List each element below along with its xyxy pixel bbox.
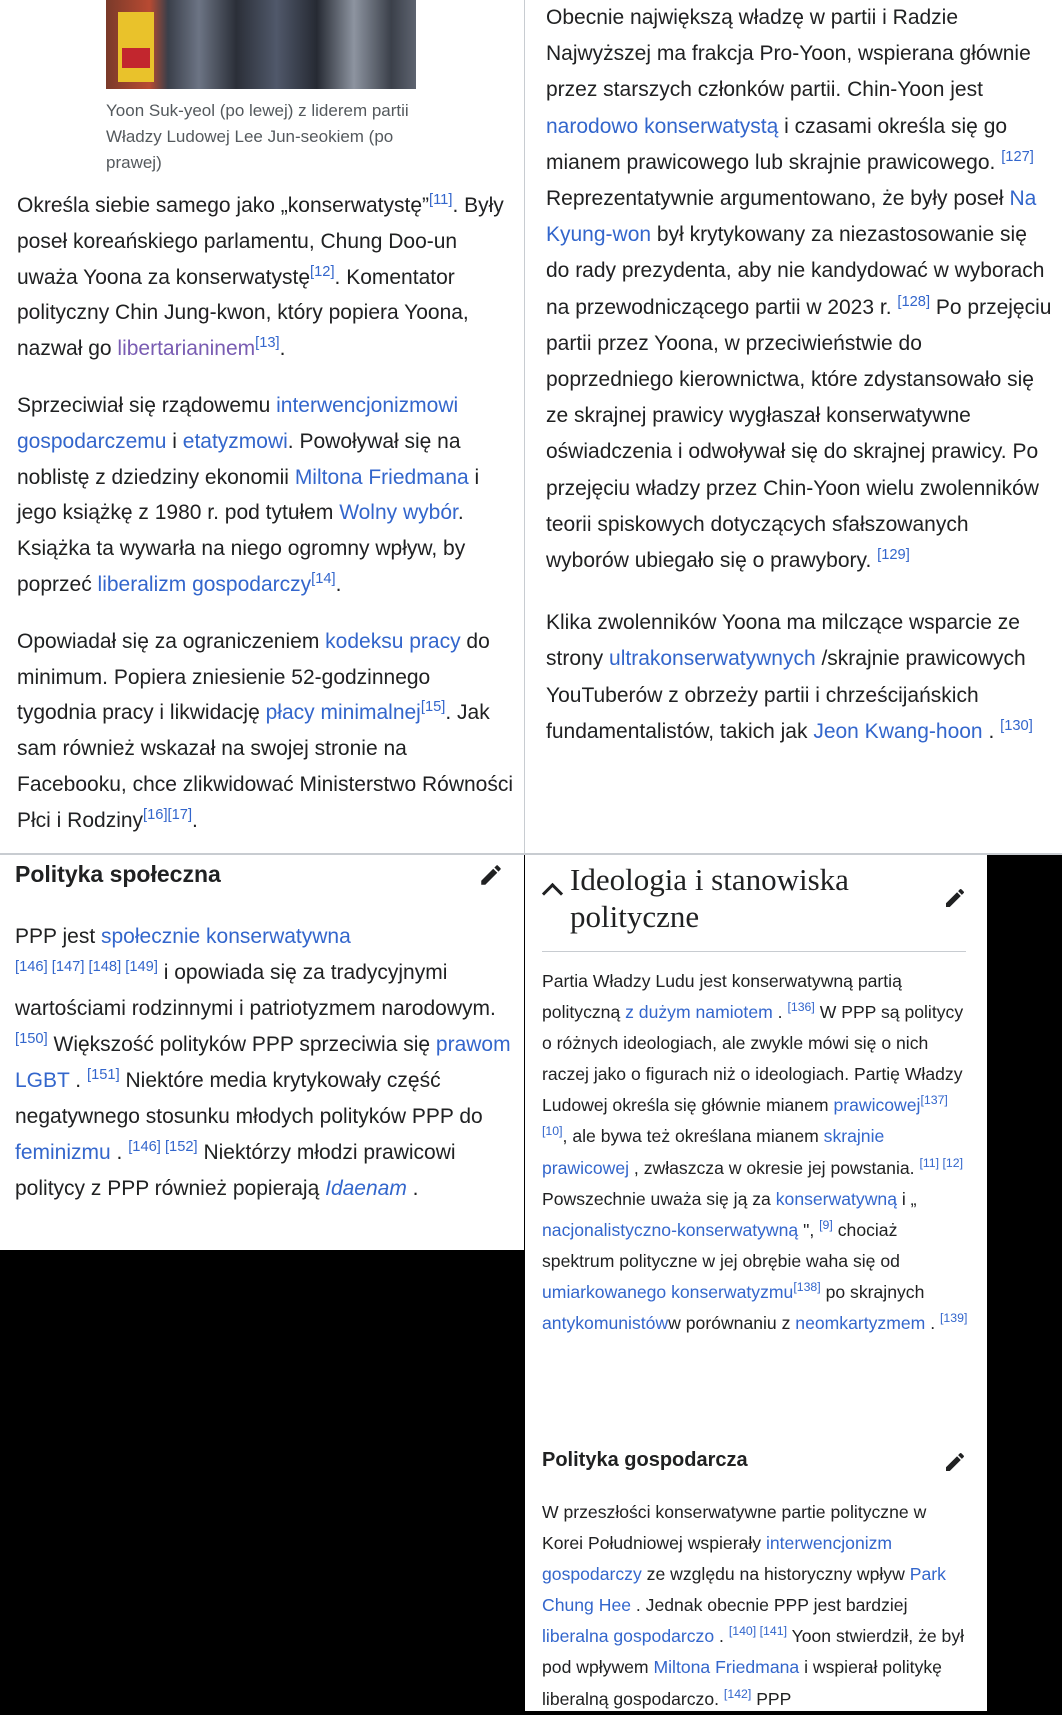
link-interwencjonizm[interactable]: interwencjonizmowi gospodarczemu [17,393,459,453]
link-park-chung-hee[interactable]: Park Chung Hee [542,1564,946,1616]
shop-sign [118,12,154,82]
reference[interactable]: [138] [793,1280,821,1295]
link-interwencjonizm-gospodarczy[interactable]: interwencjonizm gospodarczy [542,1533,893,1585]
reference[interactable]: [11] [429,192,453,208]
link-prawicowa[interactable]: prawicowej [833,1095,921,1116]
paragraph: PPP jest społecznie konserwatywna [146] [147] [148] [149] i opowiada się za tradycyjnymi wartościami rodzinnymi i patriotyzmem narodowym. [150] Większość polityków PPP sprzeciwia się prawom LGBT . [151] Niektóre media krytykowały część negatywnego stosunku młodych polityków PPP do feminizmu . [146] [152] Niektórzy młodzi prawicowi politycy z PPP również popierają Idaenam . [15,925,511,1200]
pencil-icon[interactable] [478,862,504,888]
link-ultrakonserwatywni[interactable]: ultrakonserwatywnych [609,647,816,671]
link-liberalna-gospodarczo[interactable]: liberalna gospodarczo [542,1626,715,1647]
reference[interactable]: [16][17] [143,806,193,823]
paragraph: Określa siebie samego jako „konserwatystę”[11]. Były poseł koreańskiego parlamentu, Chung Doo-un uważa Yoona za konserwatystę[12]. Komentator polityczny Chin Jung-kwon, który popiera Yoona, nazwał go libertarianinem[13]. [17,192,504,361]
section-heading: Polityka społeczna [15,861,221,887]
article-text-bottom-right [542,966,972,1339]
link-friedman[interactable]: Miltona Friedmana [294,465,469,489]
pencil-icon[interactable] [943,886,967,910]
reference[interactable]: [150] [15,1031,48,1047]
link-feminizm[interactable]: feminizmu [15,1141,111,1164]
reference[interactable]: [129] [877,547,910,564]
image-caption: Yoon Suk-yeol (po lewej) z liderem partii Władzy Ludowej Lee Jun-seokiem (po prawej) [106,101,409,172]
article-text-top-right [546,0,1054,750]
reference[interactable]: [130] [1000,717,1033,734]
article-text-top-left [17,188,515,839]
link-idaenam[interactable]: Idaenam [325,1177,407,1200]
reference[interactable]: [142] [723,1686,752,1701]
reference[interactable]: [128] [897,293,931,310]
reference[interactable]: [137] [10] [542,1093,948,1139]
reference[interactable]: [9] [819,1217,833,1232]
link-libertarianin[interactable]: libertarianinem [117,337,256,361]
pencil-icon[interactable] [943,1450,967,1474]
paragraph: Klika zwolenników Yoona ma milczące wsparcie ze strony ultrakonserwatywnych /skrajnie prawicowych YouTuberów z obrzeży partii i chrześcijańskich fundamentalistów, takich jak Jeon Kwang-hoon . [130] [546,611,1033,743]
link-duzy-namiot[interactable]: z dużym namiotem [625,1002,773,1023]
reference[interactable]: [14] [311,570,336,587]
article-text-economic [542,1497,972,1715]
paragraph: W przeszłości konserwatywne partie polityczne w Korei Południowej wspierały interwencjonizm gospodarczy ze względu na historyczny wpływ Park Chung Hee . Jednak obecnie PPP jest bardziej liberalna gospodarczo . [140] [141] Yoon stwierdził, że był pod wpływem Miltona Friedmana i wspierał politykę liberalną gospodarczo. [142] PPP [542,1502,965,1709]
link-na-kyung-won[interactable]: Na Kyung-won [546,187,1037,247]
reference[interactable]: [151] [86,1067,120,1083]
link-prawa-lgbt[interactable]: prawom LGBT [15,1033,511,1092]
paragraph: Opowiadał się za ograniczeniem kodeksu pracy do minimum. Popiera zniesienie 52-godzinnego tygodnia pracy i likwidację płacy minimalnej[15]. Jak sam również wskazał na swojej stronie na Facebooku, chce zlikwidować Ministerstwo Równości Płci i Rodziny[16][17]. [17,629,514,832]
reference[interactable]: [146] [147] [148] [149] [15,959,158,975]
section-heading[interactable]: Ideologia i stanowiska polityczne [570,862,849,934]
link-spolecznie-konserwatywna[interactable]: społecznie konserwatywna [101,925,351,948]
link-jeon-kwang-hoon[interactable]: Jeon Kwang-hoon [813,719,983,743]
link-antykomunisci[interactable]: antykomunistów [542,1313,669,1334]
photo-image[interactable] [106,0,416,89]
link-narodowo-konserwatysta[interactable]: narodowo konserwatystą [546,114,779,138]
subsection-heading: Polityka gospodarcza [542,1449,748,1471]
reference[interactable]: [139] [940,1311,968,1326]
link-umiarkowany-konserwatyzm[interactable]: umiarkowanego konserwatyzmu [542,1281,794,1302]
link-etatyzm[interactable]: etatyzmowi [182,429,288,453]
reference[interactable]: [13] [255,335,280,352]
reference[interactable]: [140] [141] [728,1624,788,1639]
reference[interactable]: [127] [1001,148,1034,165]
link-friedman[interactable]: Miltona Friedmana [653,1657,800,1678]
paragraph: Sprzeciwiał się rządowemu interwencjonizmowi gospodarczemu i etatyzmowi. Powoływał się na noblistę z dziedziny ekonomii Miltona Friedmana i jego książkę z 1980 r. pod tytułem Wolny wybór. Książka ta wywarła na niego ogromny wpływ, by poprzeć liberalizm gospodarczy[14]. [17,393,480,596]
paragraph: Partia Władzy Ludu jest konserwatywną partią polityczną z dużym namiotem . [136] W PPP są politycy o różnych ideologiach, ale zwykle mówi się o nich raczej jako o figurach niż o ideologiach. Partię Władzy Ludowej określa się głównie mianem prawicowej[137] [10], ale bywa też określana mianem skrajnie prawicowej , zwłaszcza w okresie jej powstania. [11] [12] Powszechnie uważa się ją za konserwatywną i „ nacjonalistyczno-konserwatywną ", [9] chociaż spektrum polityczne w jej obrębie waha się od umiarkowanego konserwatyzmu[138] po skrajnych antykomunistóww porównaniu z neomkartyzmem . [139] [542,971,968,1334]
link-kodeks-pracy[interactable]: kodeksu pracy [325,629,461,653]
link-placa-minimalna[interactable]: płacy minimalnej [265,701,421,725]
link-skrajnie-prawicowa[interactable]: skrajnie prawicowej [542,1126,885,1178]
reference[interactable]: [136] [787,1000,815,1015]
paragraph: Obecnie największą władzę w partii i Radzie Najwyższej ma frakcja Pro-Yoon, wspierana głównie przez starszych członków partii. Chin-Yoon jest narodowo konserwatystą i czasami określa się go mianem prawicowego lub skrajnie prawicowego. [127] Reprezentatywnie argumentowano, że były poseł Na Kyung-won był krytykowany za niezastosowanie się do rady prezydenta, aby nie kandydować w wyborach na przewodniczącego partii w 2023 r. [128] Po przejęciu partii przez Yoona, w przeciwieństwie do poprzedniego kierownictwa, które zdystansowało się ze skrajnej prawicy wygłaszał konserwatywne oświadczenia i odwoływał się do skrajnej prawicy. Po przejęciu władzy przez Chin-Yoon wielu zwolenników teorii spiskowych dotyczących sfałszowanych wyborów ubiegało się o prawybory. [129] [546,6,1052,573]
reference[interactable]: [146] [152] [128,1139,198,1155]
link-liberalizm[interactable]: liberalizm gospodarczy [97,572,312,596]
reference[interactable]: [11] [12] [919,1155,964,1170]
reference[interactable]: [12] [310,263,335,280]
reference[interactable]: [15] [420,699,446,716]
link-neomkartyzm[interactable]: neomkartyzmem [795,1313,926,1334]
link-wolny-wybor[interactable]: Wolny wybór [339,501,458,525]
divider [524,0,525,853]
article-text-bottom-left [15,919,515,1207]
link-nacjonalistyczno-konserwatywna[interactable]: nacjonalistyczno-konserwatywną [542,1219,799,1240]
link-konserwatywna[interactable]: konserwatywną [775,1188,897,1209]
heading-divider [542,951,966,952]
